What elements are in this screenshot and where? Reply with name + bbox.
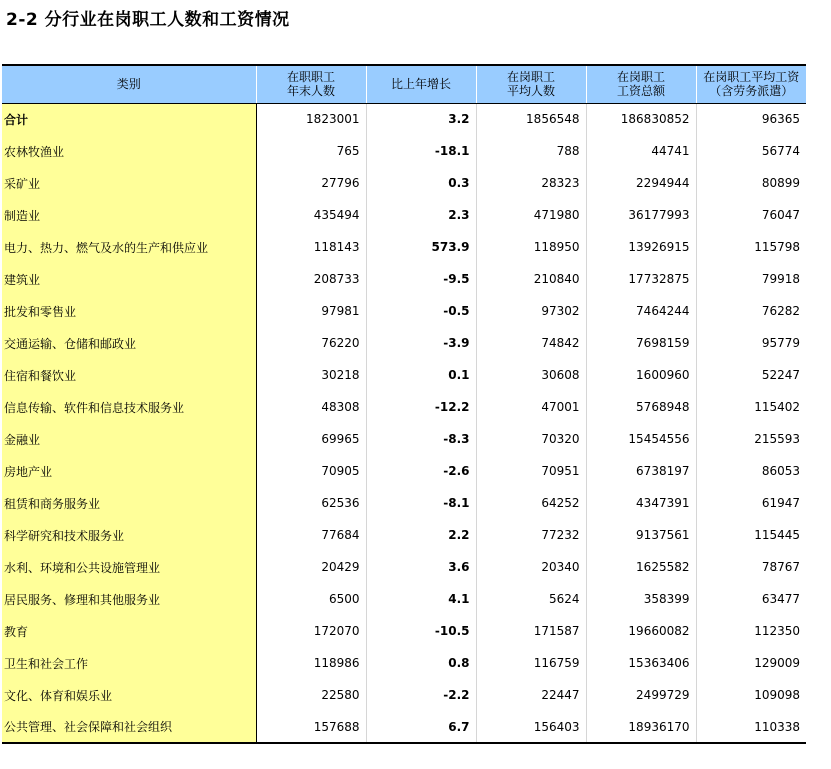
yoy-growth-cell: -8.3 [366,423,476,455]
table-header [2,65,806,103]
category-cell: 金融业 [2,423,256,455]
avg-count-cell: 64252 [476,487,586,519]
table-row [2,711,806,743]
total-wage-cell: 2499729 [586,679,696,711]
header-avg-wage [696,65,806,103]
table-row [2,263,806,295]
total-wage-cell: 17732875 [586,263,696,295]
category-cell: 科学研究和技术服务业 [2,519,256,551]
category-cell: 居民服务、修理和其他服务业 [2,583,256,615]
total-wage-cell: 44741 [586,135,696,167]
year-end-count-cell: 22580 [256,679,366,711]
avg-count-cell: 97302 [476,295,586,327]
year-end-count-cell: 27796 [256,167,366,199]
total-wage-cell: 6738197 [586,455,696,487]
avg-wage-cell: 79918 [696,263,806,295]
avg-count-cell: 70951 [476,455,586,487]
avg-count-cell: 788 [476,135,586,167]
total-wage-cell: 186830852 [586,103,696,135]
avg-wage-cell: 112350 [696,615,806,647]
avg-wage-cell: 215593 [696,423,806,455]
category-cell: 交通运输、仓储和邮政业 [2,327,256,359]
header-line: 工资总额 [616,84,665,99]
year-end-count-cell: 208733 [256,263,366,295]
category-cell: 采矿业 [2,167,256,199]
total-wage-cell: 7464244 [586,295,696,327]
total-wage-cell: 9137561 [586,519,696,551]
header-total-wage [586,65,696,103]
year-end-count-cell: 6500 [256,583,366,615]
total-wage-cell: 7698159 [586,327,696,359]
year-end-count-cell: 97981 [256,295,366,327]
avg-count-cell: 118950 [476,231,586,263]
page-title: 2-2 分行业在岗职工人数和工资情况 [6,10,290,30]
year-end-count-cell: 435494 [256,199,366,231]
year-end-count-cell: 1823001 [256,103,366,135]
category-cell: 租赁和商务服务业 [2,487,256,519]
table-row [2,199,806,231]
yoy-growth-cell: 6.7 [366,711,476,743]
total-wage-cell: 5768948 [586,391,696,423]
table-row [2,167,806,199]
yoy-growth-cell: -8.1 [366,487,476,519]
category-cell: 公共管理、社会保障和社会组织 [2,711,256,743]
table-row [2,551,806,583]
avg-wage-cell: 115798 [696,231,806,263]
year-end-count-cell: 62536 [256,487,366,519]
total-wage-cell: 13926915 [586,231,696,263]
header-line: 在职职工 [286,70,335,85]
total-wage-cell: 15454556 [586,423,696,455]
avg-wage-cell: 110338 [696,711,806,743]
avg-wage-cell: 52247 [696,359,806,391]
yoy-growth-cell: 2.2 [366,519,476,551]
header-line: 在岗职工 [506,70,555,85]
header-year-end-count [256,65,366,103]
total-wage-cell: 15363406 [586,647,696,679]
avg-count-cell: 70320 [476,423,586,455]
category-cell: 房地产业 [2,455,256,487]
header-line: 平均人数 [506,84,555,99]
avg-wage-cell: 86053 [696,455,806,487]
avg-wage-cell: 80899 [696,167,806,199]
header-line: 年末人数 [286,84,335,99]
avg-wage-cell: 129009 [696,647,806,679]
avg-wage-cell: 109098 [696,679,806,711]
year-end-count-cell: 48308 [256,391,366,423]
header-line: 在岗职工平均工资 [703,70,800,85]
avg-wage-cell: 95779 [696,327,806,359]
category-cell: 住宿和餐饮业 [2,359,256,391]
avg-wage-cell: 56774 [696,135,806,167]
table-row [2,391,806,423]
avg-count-cell: 20340 [476,551,586,583]
year-end-count-cell: 157688 [256,711,366,743]
total-wage-cell: 4347391 [586,487,696,519]
category-cell: 卫生和社会工作 [2,647,256,679]
yoy-growth-cell: 0.1 [366,359,476,391]
avg-count-cell: 156403 [476,711,586,743]
avg-count-cell: 30608 [476,359,586,391]
yoy-growth-cell: 0.8 [366,647,476,679]
category-cell: 教育 [2,615,256,647]
table-row [2,455,806,487]
yoy-growth-cell: 573.9 [366,231,476,263]
category-cell: 建筑业 [2,263,256,295]
total-wage-cell: 18936170 [586,711,696,743]
year-end-count-cell: 20429 [256,551,366,583]
yoy-growth-cell: 0.3 [366,167,476,199]
header-line: 在岗职工 [616,70,665,85]
year-end-count-cell: 118143 [256,231,366,263]
table-row [2,295,806,327]
total-wage-cell: 19660082 [586,615,696,647]
yoy-growth-cell: -9.5 [366,263,476,295]
avg-count-cell: 22447 [476,679,586,711]
year-end-count-cell: 172070 [256,615,366,647]
yoy-growth-cell: -12.2 [366,391,476,423]
avg-count-cell: 74842 [476,327,586,359]
total-wage-cell: 36177993 [586,199,696,231]
total-wage-cell: 358399 [586,583,696,615]
yoy-growth-cell: -2.2 [366,679,476,711]
header-line: 比上年增长 [390,77,451,92]
avg-count-cell: 28323 [476,167,586,199]
year-end-count-cell: 118986 [256,647,366,679]
table-row [2,327,806,359]
yoy-growth-cell: -10.5 [366,615,476,647]
table-row [2,231,806,263]
avg-count-cell: 1856548 [476,103,586,135]
table-body [2,103,806,743]
year-end-count-cell: 69965 [256,423,366,455]
avg-wage-cell: 115402 [696,391,806,423]
table-row [2,135,806,167]
table-row [2,679,806,711]
year-end-count-cell: 70905 [256,455,366,487]
category-cell: 信息传输、软件和信息技术服务业 [2,391,256,423]
category-cell: 电力、热力、燃气及水的生产和供应业 [2,231,256,263]
avg-wage-cell: 96365 [696,103,806,135]
yoy-growth-cell: -0.5 [366,295,476,327]
table-row [2,583,806,615]
avg-wage-cell: 76282 [696,295,806,327]
header-avg-count [476,65,586,103]
yoy-growth-cell: 4.1 [366,583,476,615]
category-cell: 农林牧渔业 [2,135,256,167]
yoy-growth-cell: -18.1 [366,135,476,167]
avg-wage-cell: 63477 [696,583,806,615]
total-wage-cell: 1600960 [586,359,696,391]
year-end-count-cell: 77684 [256,519,366,551]
avg-wage-cell: 115445 [696,519,806,551]
yoy-growth-cell: 3.2 [366,103,476,135]
year-end-count-cell: 765 [256,135,366,167]
total-wage-cell: 1625582 [586,551,696,583]
table-row-total [2,103,806,135]
avg-count-cell: 471980 [476,199,586,231]
avg-count-cell: 116759 [476,647,586,679]
avg-wage-cell: 78767 [696,551,806,583]
table-row [2,423,806,455]
category-cell: 批发和零售业 [2,295,256,327]
yoy-growth-cell: -3.9 [366,327,476,359]
table-row [2,615,806,647]
header-category [2,65,256,103]
header-row [2,65,806,103]
header-yoy-growth [366,65,476,103]
table-row [2,487,806,519]
table-row [2,359,806,391]
total-wage-cell: 2294944 [586,167,696,199]
table-row [2,519,806,551]
category-cell: 水利、环境和公共设施管理业 [2,551,256,583]
yoy-growth-cell: -2.6 [366,455,476,487]
category-cell: 合计 [2,103,256,135]
table-row [2,647,806,679]
avg-wage-cell: 76047 [696,199,806,231]
year-end-count-cell: 30218 [256,359,366,391]
header-line: （含劳务派遣） [709,84,794,99]
yoy-growth-cell: 3.6 [366,551,476,583]
avg-count-cell: 5624 [476,583,586,615]
header-line: 类别 [116,77,141,92]
avg-wage-cell: 61947 [696,487,806,519]
category-cell: 文化、体育和娱乐业 [2,679,256,711]
avg-count-cell: 210840 [476,263,586,295]
avg-count-cell: 171587 [476,615,586,647]
avg-count-cell: 47001 [476,391,586,423]
avg-count-cell: 77232 [476,519,586,551]
category-cell: 制造业 [2,199,256,231]
wage-table [2,64,806,744]
year-end-count-cell: 76220 [256,327,366,359]
yoy-growth-cell: 2.3 [366,199,476,231]
